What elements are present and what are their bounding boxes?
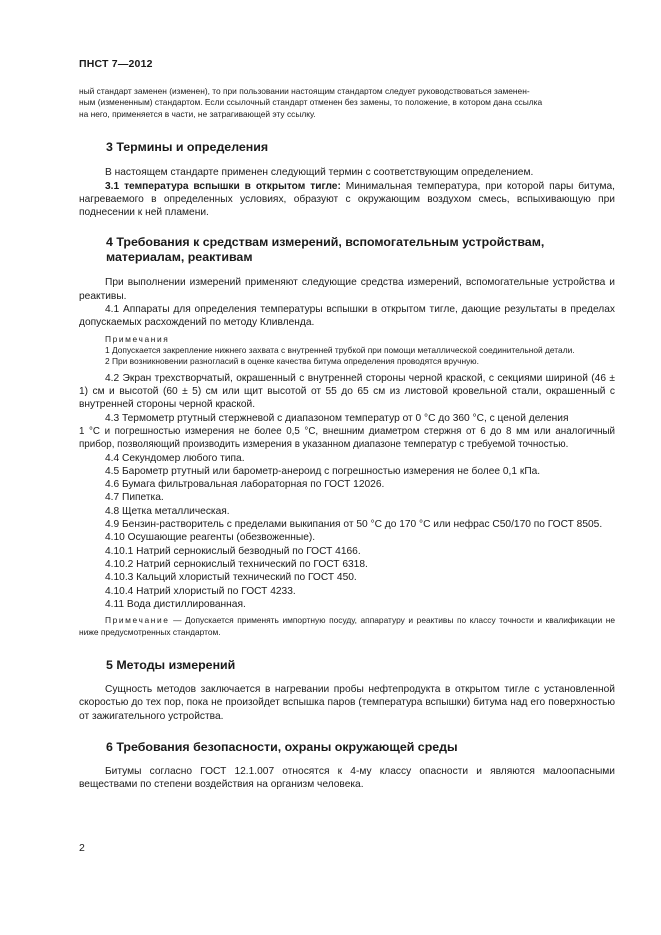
section-3-heading: 3 Термины и определения	[106, 140, 269, 155]
intro-line: ным (измененным) стандартом. Если ссылочный стандарт отменен без замены, то положение, в котором дана ссылка	[79, 97, 543, 108]
list-item: 4.7 Пипетка.	[105, 492, 164, 504]
list-item: 4.10.3 Кальций хлористый технический по ГОСТ 450.	[105, 572, 357, 584]
list-item: 4.3 Термометр ртутный стержневой с диапазоном температур от 0 °С до 360 °С, с ценой деления	[105, 412, 569, 424]
note-label: Примечание	[105, 615, 170, 626]
note-text: — Допускается применять импортную посуду, аппаратуру и реактивы по классу точности и квалификации не ниже предусмотренных стандартом.	[79, 615, 615, 637]
section-5-body	[79, 683, 615, 723]
paragraph: Сущность методов заключается в нагревании пробы нефтепродукта в открытом тигле с установленной скоростью до тех пор, пока не произойдет вспышка паров (температура вспышки) битума над его поверхностью от зажигательного устройства.	[79, 683, 615, 722]
intro-paragraph	[79, 86, 615, 120]
section-4-items	[79, 372, 615, 611]
section-6-heading: 6 Требования безопасности, охраны окружающей среды	[106, 739, 458, 754]
section-4-heading-line1: 4 Требования к средствам измерений, вспомогательным устройствам,	[106, 235, 545, 250]
list-item: 4.9 Бензин-растворитель с пределами выкипания от 50 °С до 170 °С или нефрас С50/170 по ГОСТ 8505.	[105, 519, 603, 531]
term-text: Минимальная температура, при которой пары битума, нагреваемого в определенных условиях, образуют с окружающим воздухом смесь, вспыхивающую при поднесении к ней пламени.	[79, 180, 615, 219]
intro-line: ный стандарт заменен (изменен), то при пользовании настоящим стандартом следует руководствоваться заменен-	[79, 86, 530, 96]
section-5-heading: 5 Методы измерений	[106, 657, 236, 672]
term-definition	[79, 180, 615, 220]
note-block	[79, 615, 615, 638]
note-paragraph	[79, 615, 615, 638]
list-item: 4.5 Барометр ртутный или барометр-анероид с погрешностью измерения не более 0,1 кПа.	[105, 465, 541, 477]
section-4-body	[79, 276, 615, 329]
list-item: 4.10.1 Натрий сернокислый безводный по ГОСТ 4166.	[105, 545, 361, 557]
list-item: 4.10.2 Натрий сернокислый технический по ГОСТ 6318.	[105, 558, 368, 570]
page-number: 2	[79, 842, 85, 854]
section-4-heading-line2: материалам, реактивам	[106, 250, 253, 265]
note-item: 1 Допускается закрепление нижнего захвата с внутренней трубкой при помощи металлической соединительной детали.	[105, 345, 575, 355]
section-6-body	[79, 765, 615, 792]
intro-line: на него, применяется в части, не затрагивающей эту ссылку.	[79, 108, 316, 119]
list-item: 4.1 Аппараты для определения температуры вспышки в открытом тигле, дающие результаты в пределах допускаемых расхождений по методу Кливленда.	[79, 304, 615, 329]
list-item-continued: 1 °С и погрешностью измерения не более 0,5 °С, внешним диаметром стержня от 6 до 8 мм или аналогичный прибор, позволяющий производить измерения в указанном диапазоне температур с требуемой точностью.	[79, 426, 615, 451]
list-item: 4.11 Вода дистиллированная.	[105, 598, 246, 610]
list-item: 4.10 Осушающие реагенты (обезвоженные).	[105, 532, 316, 544]
list-item: 4.6 Бумага фильтровальная лабораторная по ГОСТ 12026.	[105, 479, 385, 491]
document-page	[79, 58, 615, 791]
list-item: 4.10.4 Натрий хлористый по ГОСТ 4233.	[105, 585, 296, 597]
notes-block	[79, 334, 615, 368]
paragraph: При выполнении измерений применяют следующие средства измерений, вспомогательные устройства и реактивы.	[79, 277, 615, 302]
list-item: 4.4 Секундомер любого типа.	[105, 452, 245, 464]
list-item: 4.8 Щетка металлическая.	[105, 505, 230, 517]
list-item: 4.2 Экран трехстворчатый, окрашенный с внутренней стороны черной краской, с секциями шириной (46 ± 1) см и высотой (60 ± 5) см или щит высотой от 55 до 65 см из листовой кровельной стали, окрашенный с внутренней стороны черной краской.	[79, 372, 615, 411]
paragraph: Битумы согласно ГОСТ 12.1.007 относятся к 4-му классу опасности и являются малоопасными веществами по степени воздействия на организм человека.	[79, 765, 615, 791]
notes-label: Примечания	[105, 333, 170, 344]
document-header: ПНСТ 7—2012	[79, 58, 153, 70]
section-4-heading	[79, 235, 615, 265]
term-label: 3.1 температура вспышки в открытом тигле:	[105, 180, 341, 192]
section-3-body	[79, 166, 615, 219]
paragraph: В настоящем стандарте применен следующий термин с соответствующим определением.	[105, 167, 534, 179]
note-item: 2 При возникновении разногласий в оценке качества битума определения проводятся вручную.	[105, 356, 479, 367]
